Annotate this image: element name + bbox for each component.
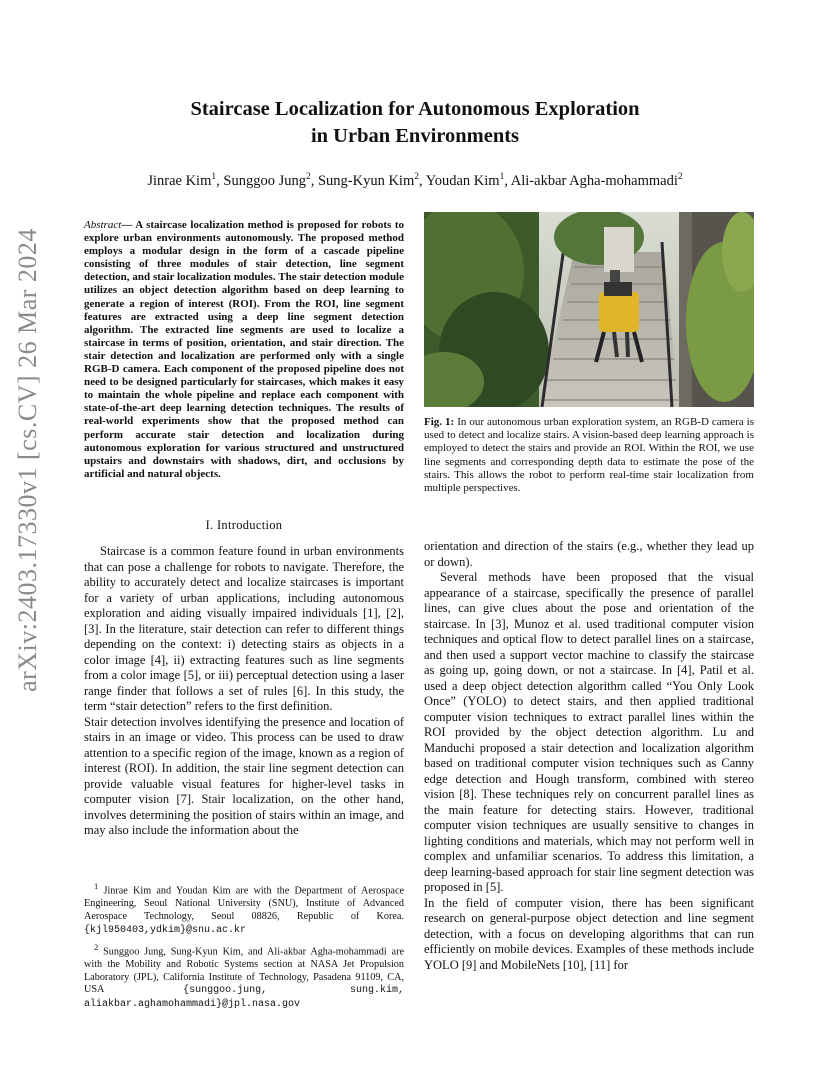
section-heading [84,518,404,533]
title-line-2: in Urban Environments [310,125,520,147]
footnote-text: Sunggoo Jung, Sung-Kyun Kim, and Ali-akbar Agha-mohammadi are with the Mobility and Robotic Systems section at NASA Jet Propulsion Laboratory (JPL), California Institute of Technology, Pasadena 91109, CA, USA [84,945,404,996]
footnote-text: Jinrae Kim and Youdan Kim are with the Department of Aerospace Engineering, Seoul National University (SNU), Institute of Advanced Aerospace Technology, Seoul 08826, Republic of Korea. [84,885,404,922]
author-list: Jinrae Kim$^1$, Sunggoo Jung$^2$, Sung-Kyun Kim$^2$, Youdan Kim$^1$, Ali-akbar Agha-mohammadi$^2$ [147,172,683,189]
email-address: {sunggoo.jung, sung.kim, aliakbar.aghamohammadi}@jpl.nasa.gov [84,985,404,1011]
author-name: Jinrae Kim [147,172,212,189]
abstract-text: — A staircase localization method is proposed for robots to explore urban environments autonomously. The proposed method employs a modular design in the form of a cascade pipeline consisting of three modules of stair detection, line segment detection, and stair localization modules. The stair detection module utilizes an object detection algorithm based on deep learning to generate a region of interest (ROI). From the ROI, line segment features are extracted using a deep line segment detection algorithm. The extracted line segments are used to localize a staircase in terms of position, orientation, and stair direction. The stair detection and localization are performed only with a single RGB-D camera. Each component of the proposed pipeline does not need to be designed particularly for staircases, which makes it easy to maintain the whole pipeline and replace each component with state-of-the-art deep learning detection techniques. The results of real-world experiments show that the proposed method can perform accurate stair detection and localization during autonomous exploration for various structured and unstructured upstairs and downstairs with shadows, dirt, and occlusions by artificial and natural objects. [84,219,404,480]
author-affiliation: 2 [677,172,683,182]
email-address: {kjl950403,ydkim}@snu.ac.kr [84,924,247,936]
author-affiliation: 2 [414,172,419,182]
introduction-right-column [424,539,754,973]
author-name: Sung-Kyun Kim [317,172,415,189]
paragraph: orientation and direction of the stairs (e.g., whether they lead up or down). [424,539,754,569]
section-heading-text: I. Introduction [205,518,283,532]
figure-stairs-robot-photo [424,212,754,407]
author-affiliation: 1 [499,172,505,182]
arxiv-identifier [8,140,48,780]
figure-caption [424,416,754,495]
author-name: Sunggoo Jung [223,172,306,189]
abstract-label: Abstract [84,219,122,231]
paragraph: Staircase is a common feature found in urban environments that can pose a challenge for robots to navigate. Therefore, the ability to accurately detect and localize staircases is important for a variety of urban applications, including autonomous exploration and aiding visually impaired individuals [1], [2], [3]. In the literature, stair detection can refer to different things depending on the context: i) detecting stairs as objects in a color image [4], ii) extracting features such as line segments from a color image [5], or iii) perceptual detection using a laser range finder that follows a set of rules [6]. In this study, the term “stair detection” refers to the first definition. [84,544,404,713]
author-affiliation: 2 [305,172,311,182]
author-name: Ali-akbar Agha-mohammadi [510,172,678,189]
footnote-2 [84,941,404,1012]
abstract [84,219,404,481]
footnote-marker: 1 [94,881,99,891]
paragraph: In the field of computer vision, there has been significant research on general-purpose object detection and line segment detection, with a focus on developing algorithms that can run efficiently on mobile devices. Examples of these methods include YOLO [9] and MobileNets [10], [11] for [424,895,754,972]
author-name: Youdan Kim [425,172,500,189]
paragraph: Several methods have been proposed that the visual appearance of a staircase, specifically the presence of parallel lines, can give clues about the pose and orientation of the staircase. In [3], Munoz et al. used traditional computer vision techniques and optical flow to detect parallel lines on a staircase, and then used a support vector machine to classify the staircase as going up, going down, or not a staircase. In [4], Patil et al. used a deep object detection algorithm called “You Only Look Once” (YOLO) to detect stairs, and then applied traditional computer vision techniques to extract parallel lines within the ROI provided by the object detection algorithm. Lu and Manduchi proposed a stair detection and localization algorithm based on traditional computer vision techniques such as Canny edge detection and Hough transform, combined with stereo vision [8]. These techniques rely on concurrent parallel lines as the main feature for detecting stairs. However, traditional computer vision techniques are usually sensitive to changes in lighting conditions and materials, which may not perform well in complex and unfamiliar scenarios. To address this limitation, a deep learning-based approach for stair line segment detection was proposed in [5]. [424,570,754,894]
footnotes [84,880,404,1015]
figure-caption-text: In our autonomous urban exploration system, an RGB-D camera is used to detect and localize stairs. A vision-based deep learning approach is employed to detect the stairs and provide an ROI. Within the ROI, we use line segments and corresponding depth data to estimate the pose of the stairs. This allows the robot to perform real-time stair localization from multiple perspectives. [424,416,754,495]
arxiv-identifier-text: arXiv:2403.17330v1 [cs.CV] 26 Mar 2024 [13,228,42,692]
paper-title [120,96,710,150]
footnote-1 [84,880,404,938]
author-affiliation: 1 [211,172,217,182]
title-line-1: Staircase Localization for Autonomous Exploration [190,98,640,120]
figure-label: Fig. 1: [424,416,455,428]
introduction-left-column [84,544,404,839]
footnote-marker: 2 [94,941,99,952]
paragraph: Stair detection involves identifying the presence and location of stairs in an image or video. This process can be used to draw attention to a specific region of the image, known as a region of interest (ROI). In addition, the stair line segment detection can provide valuable visual features for higher-level tasks in computer vision [7]. Stair localization, on the other hand, involves determining the position of stairs within an image, and may also include the information about the [84,714,404,837]
